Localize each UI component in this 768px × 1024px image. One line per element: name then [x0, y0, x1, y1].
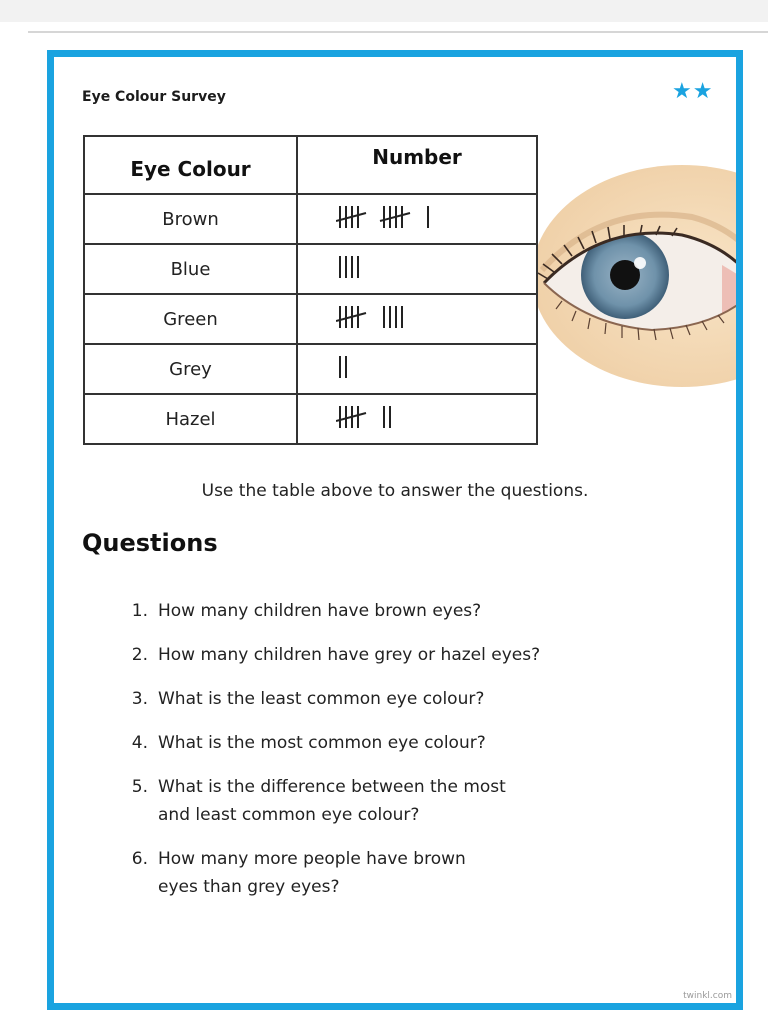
question-number: 3. [131, 689, 148, 709]
header-number: Number [297, 136, 537, 194]
tally-marks [336, 402, 536, 432]
question-number: 1. [131, 601, 148, 621]
tally-cell [297, 244, 537, 294]
worksheet-frame [47, 50, 743, 1010]
question-text: What is the difference between the most and least common eye colour? [158, 777, 506, 825]
top-divider [28, 31, 768, 33]
colour-name: Grey [84, 344, 297, 394]
colour-name: Brown [84, 194, 297, 244]
tally-marks [336, 252, 536, 282]
watermark: twinkl.com [683, 991, 732, 1001]
eye-illustration [532, 165, 743, 387]
table-row [84, 394, 537, 444]
tally-cell [297, 194, 537, 244]
eye-colour-table [83, 135, 538, 445]
questions-list [114, 597, 694, 917]
question-item [114, 685, 694, 713]
header-eye-colour: Eye Colour [84, 136, 297, 194]
question-text: What is the most common eye colour? [158, 733, 486, 753]
question-number: 2. [131, 645, 148, 665]
question-number: 6. [131, 849, 148, 869]
question-text: What is the least common eye colour? [158, 689, 485, 709]
table-row [84, 244, 537, 294]
instruction-text: Use the table above to answer the questions. [201, 481, 589, 501]
table-header-row [84, 136, 537, 194]
question-item [114, 641, 694, 669]
table-row [84, 344, 537, 394]
questions-heading: Questions [82, 529, 218, 557]
question-item [114, 597, 694, 625]
tally-marks [336, 352, 536, 382]
colour-name: Green [84, 294, 297, 344]
question-item [114, 729, 694, 757]
table-row [84, 194, 537, 244]
top-strip [0, 0, 768, 22]
question-text: How many more people have brown eyes than grey eyes? [158, 849, 466, 897]
tally-cell [297, 344, 537, 394]
question-number: 5. [131, 777, 148, 797]
tally-marks [336, 202, 536, 232]
tally-cell [297, 294, 537, 344]
question-item [114, 845, 494, 901]
tally-marks [336, 302, 536, 332]
colour-name: Blue [84, 244, 297, 294]
colour-name: Hazel [84, 394, 297, 444]
question-number: 4. [131, 733, 148, 753]
question-text: How many children have brown eyes? [158, 601, 482, 621]
eye-highlight [634, 257, 646, 269]
table-row [84, 294, 537, 344]
question-item [114, 773, 534, 829]
difficulty-stars: ★★ [672, 79, 714, 104]
question-text: How many children have grey or hazel eyes? [158, 645, 541, 665]
tally-cell [297, 394, 537, 444]
worksheet-title: Eye Colour Survey [82, 89, 226, 105]
